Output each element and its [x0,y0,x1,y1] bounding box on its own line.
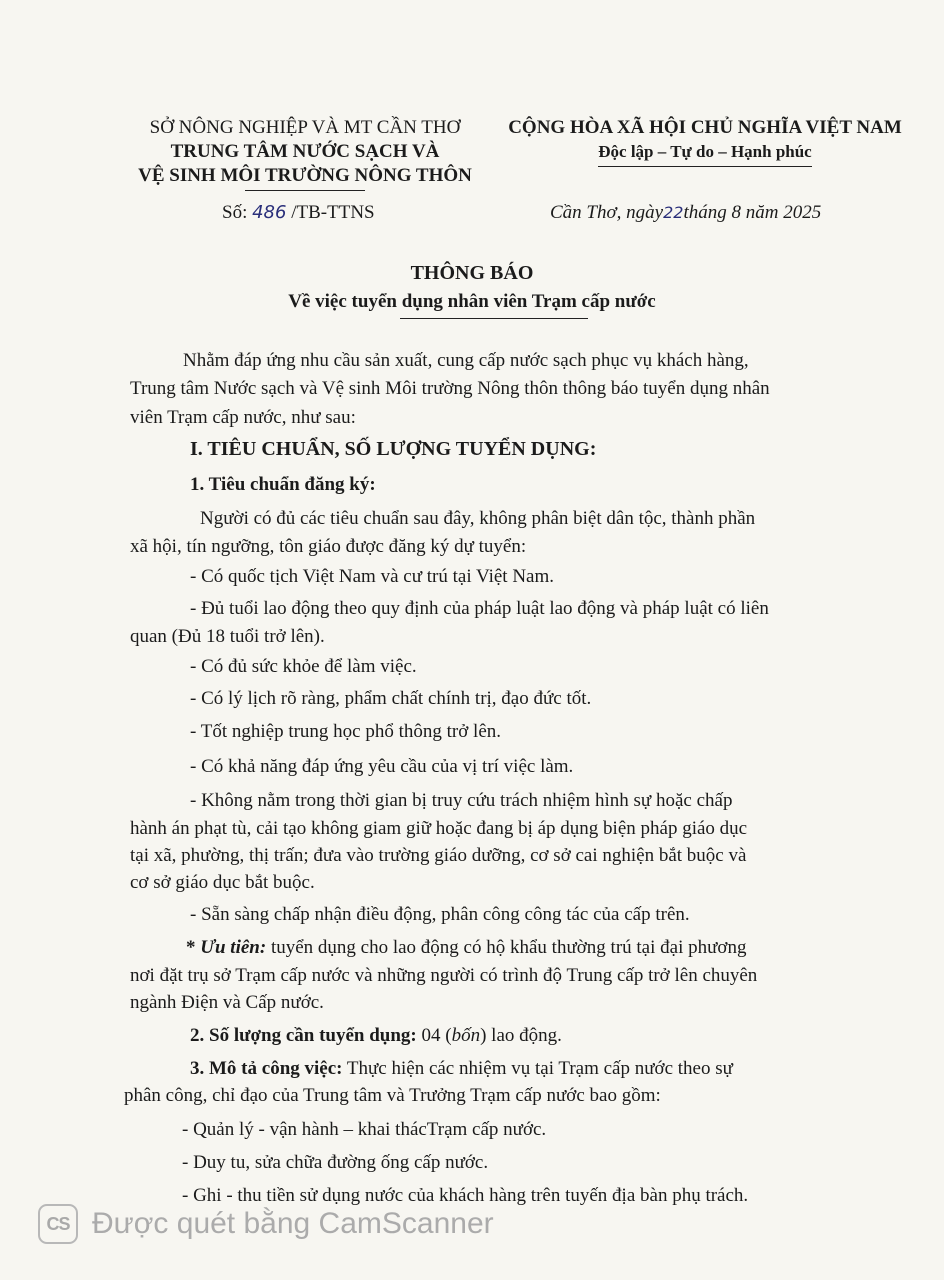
job-description-text-1: Thực hiện các nhiệm vụ tại Trạm cấp nước theo sự [342,1058,733,1079]
criterion-age-line-1: - Đủ tuổi lao động theo quy định của pháp luật lao động và pháp luật có liên [190,598,769,619]
intro-line-1: Nhằm đáp ứng nhu cầu sản xuất, cung cấp nước sạch phục vụ khách hàng, [183,350,749,371]
subsection-2-quantity [190,1025,562,1047]
priority-star: * [186,937,196,958]
criterion-age-line-2: quan (Đủ 18 tuổi trở lên). [130,626,325,647]
camscanner-logo-icon: CS [38,1204,78,1244]
priority-line-1 [186,937,746,959]
criteria-intro-line-1: Người có đủ các tiêu chuẩn sau đây, không phân biệt dân tộc, thành phần [200,508,756,529]
intro-line-2: Trung tâm Nước sạch và Vệ sinh Môi trường Nông thôn thông báo tuyển dụng nhân [130,378,770,399]
subsection-3-line-2: phân công, chỉ đạo của Trung tâm và Trưởng Trạm cấp nước bao gồm: [124,1085,661,1106]
date-day-handwritten: 22 [663,203,684,222]
job-description-label: 3. Mô tả công việc: [190,1058,343,1079]
priority-label: Ưu tiên: [200,937,267,958]
camscanner-text: Được quét bằng CamScanner [92,1207,494,1240]
criterion-nationality: - Có quốc tịch Việt Nam và cư trú tại Việt Nam. [190,566,555,587]
criterion-assignment: - Sẵn sàng chấp nhận điều động, phân công công tác của cấp trên. [190,904,690,925]
duty-billing: - Ghi - thu tiền sử dụng nước của khách hàng trên tuyến địa bàn phụ trách. [182,1185,749,1206]
duty-maintenance: - Duy tu, sửa chữa đường ống cấp nước. [182,1152,489,1173]
priority-text-1: tuyển dụng cho lao động có hộ khẩu thường trú tại đại phương [266,937,747,958]
camscanner-watermark [38,1203,494,1245]
subsection-3-line-1 [190,1058,733,1080]
date-suffix: tháng 8 năm 2025 [683,202,822,223]
national-motto: Độc lập – Tự do – Hạnh phúc [598,140,811,167]
agency-name-line1: TRUNG TÂM NƯỚC SẠCH VÀ [170,141,440,162]
priority-line-2: nơi đặt trụ sở Trạm cấp nước và những người có trình độ Trung cấp trở lên chuyên [130,965,758,986]
criterion-education: - Tốt nghiệp trung học phổ thông trở lên. [190,721,502,742]
criterion-record-line-1: - Không nằm trong thời gian bị truy cứu trách nhiệm hình sự hoặc chấp [190,790,733,811]
date-prefix: Cần Thơ, ngày [550,202,664,223]
intro-line-3: viên Trạm cấp nước, như sau: [130,407,356,428]
agency-parent: SỞ NÔNG NGHIỆP VÀ MT CẦN THƠ [149,117,461,138]
agency-name-line2: VỆ SINH MÔI TRƯỜNG NÔNG THÔN [138,165,472,186]
document-number-suffix: /TB-TTNS [291,202,375,223]
subsection-1-heading: 1. Tiêu chuẩn đăng ký: [190,474,376,495]
quantity-count-word: bốn [451,1025,481,1046]
national-title-block [485,116,925,167]
document-number [222,202,375,224]
criterion-record-line-4: cơ sở giáo dục bắt buộc. [130,872,315,893]
criterion-record-line-2: hành án phạt tù, cải tạo không giam giữ hoặc đang bị áp dụng biện pháp giáo dục [130,818,748,839]
agency-underline [245,190,365,191]
criterion-record-line-3: tại xã, phường, thị trấn; đưa vào trường giáo dưỡng, cơ sở cai nghiện bắt buộc và [130,845,747,866]
quantity-tail: ) lao động. [480,1025,562,1046]
quantity-count: 04 ( [416,1025,452,1046]
document-subject: Về việc tuyển dụng nhân viên Trạm cấp nước [288,291,656,312]
country-name: CỘNG HÒA XÃ HỘI CHỦ NGHĨA VIỆT NAM [508,117,902,138]
duty-management: - Quản lý - vận hành – khai thácTrạm cấp nước. [182,1119,547,1140]
quantity-label: 2. Số lượng cần tuyển dụng: [190,1025,417,1046]
criterion-ability: - Có khả năng đáp ứng yêu cầu của vị trí việc làm. [190,756,574,777]
section-1-heading: I. TIÊU CHUẨN, SỐ LƯỢNG TUYỂN DỤNG: [190,438,597,460]
place-date [550,202,821,224]
document-number-handwritten: 486 [252,202,287,223]
document-title: THÔNG BÁO [410,262,534,284]
document-number-prefix: Số: [222,202,248,223]
criteria-intro-line-2: xã hội, tín ngưỡng, tôn giáo được đăng ký dự tuyển: [130,536,527,557]
criterion-background: - Có lý lịch rõ ràng, phẩm chất chính trị, đạo đức tốt. [190,688,592,709]
issuing-agency-block [80,116,530,188]
priority-line-3: ngành Điện và Cấp nước. [130,992,324,1013]
subject-underline [400,318,588,319]
criterion-health: - Có đủ sức khỏe để làm việc. [190,656,417,677]
